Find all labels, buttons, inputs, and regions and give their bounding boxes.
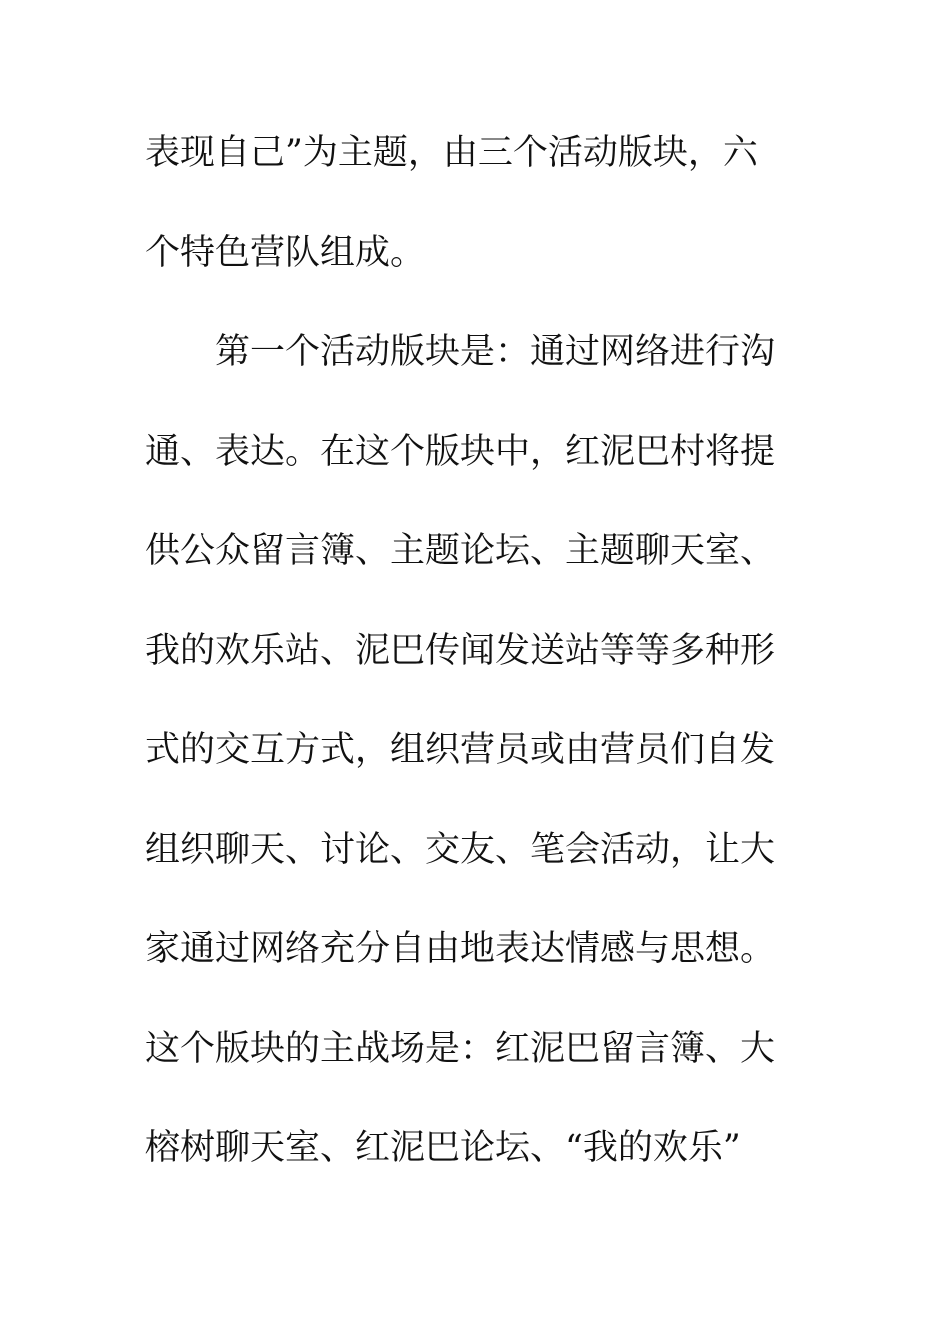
text-line: 家通过网络充分自由地表达情感与思想。 xyxy=(145,929,776,969)
paragraph-start-line: 第一个活动版块是：通过网络进行沟 xyxy=(215,332,776,372)
text-line: 组织聊天、讨论、交友、笔会活动，让大 xyxy=(145,829,776,870)
text-line: 这个版块的主战场是：红泥巴留言簿、大 xyxy=(145,1028,776,1069)
text-line: 个特色营队组成。 xyxy=(145,232,426,273)
text-line: 供公众留言簿、主题论坛、主题聊天室、 xyxy=(145,531,776,571)
text-line: 表现自己”为主题，由三个活动版块，六 xyxy=(145,133,758,173)
body-text xyxy=(145,118,785,1213)
text-line: 式的交互方式，组织营员或由营员们自发 xyxy=(145,730,776,770)
text-line: 榕树聊天室、红泥巴论坛、“我的欢乐” xyxy=(145,1128,741,1168)
text-line: 通、表达。在这个版块中，红泥巴村将提 xyxy=(145,431,776,472)
text-line: 我的欢乐站、泥巴传闻发送站等等多种形 xyxy=(145,630,776,671)
